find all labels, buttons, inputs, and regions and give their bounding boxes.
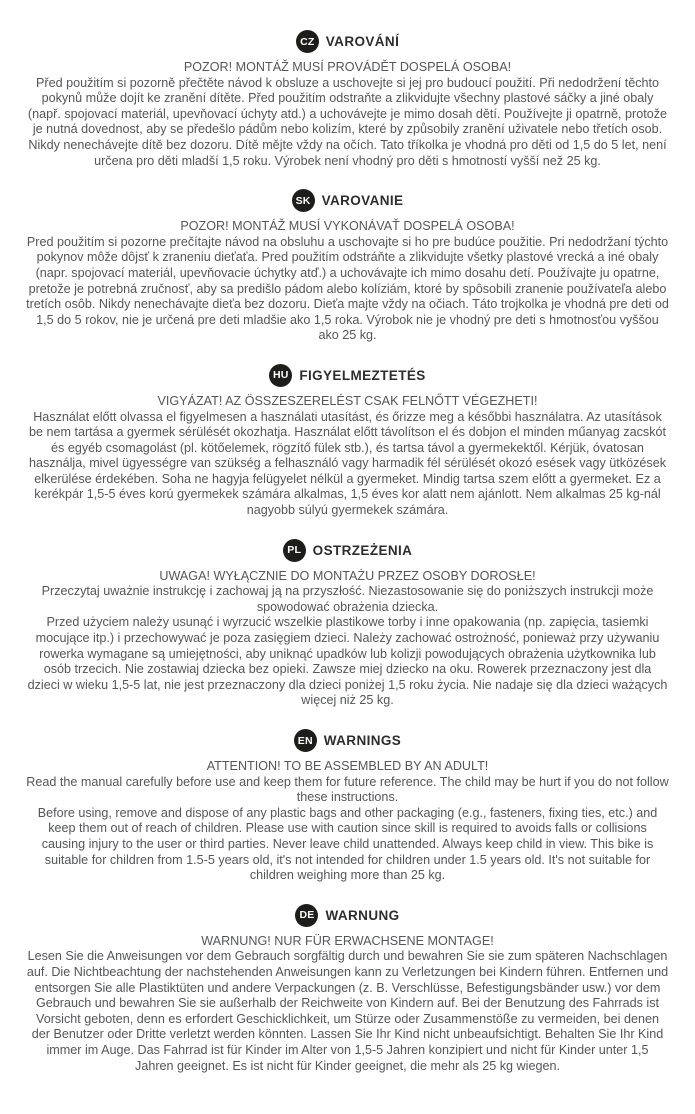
- section-paragraph: Przeczytaj uważnie instrukcję i zachowaj ją na przyszłość. Niezastosowanie się do poniższych instrukcji może spowodować obrażenia dziecka.: [41, 584, 654, 614]
- section-paragraph: Pred použitím si pozorne prečítajte návod na obsluhu a uschovajte si ho pre budúce použitie. Pri nedodržaní týchto pokynov môže dôjsť k zraneniu dieťaťa. Pred použitím odstráňte a zlikvidujte všetky plastové vrecká a iné obaly (napr. spojovací materiál, upevňovacie úchytky atď.) a uchovávajte ich mimo dosahu detí. Používajte ju opatrne, pretože je potrebná zručnosť, aby sa predišlo pádom alebo kolíziám, ktoré by spôsobili zranenie používateľa alebo tretích osôb. Nikdy nenechávajte dieťa bez dozoru. Dieťa majte vždy na očiach. Táto trojkolka je vhodná pre deti od 1,5 do 5 rokov, nie je určená pre deti mladšie ako 1,5 roka. Výrobok nie je vhodný pre deti s hmotnosťou vyššou ako 25 kg.: [26, 234, 669, 343]
- language-badge-pl: PL: [283, 539, 306, 562]
- section-title-en: ATTENTION! TO BE ASSEMBLED BY AN ADULT!: [206, 759, 489, 773]
- section-heading-hu: FIGYELMEZTETÉS: [299, 367, 426, 383]
- section-paragraph: Przed użyciem należy usunąć i wyrzucić wszelkie plastikowe torby i inne opakowania (np. zapięcia, tasiemki mocujące itp.) i przechowywać je poza zasięgiem dzieci. Należy zachować ostrożność, ponieważ przy używaniu rowerka wymagane są umiejętności, aby uniknąć upadków lub kolizji powodujących obrażenia użytkownika lub osób trzecich. Nie zostawiaj dziecka bez opieki. Zawsze miej dziecko na oku. Rowerek przeznaczony jest dla dzieci w wieku 1,5-5 lat, nie jest przeznaczony dla dzieci poniżej 1,5 roku życia. Nie nadaje się dla dzieci ważących więcej niż 25 kg.: [27, 615, 668, 708]
- section-header-hu: [26, 364, 669, 387]
- language-badge-hu: HU: [269, 364, 292, 387]
- section-title-de: WARNUNG! NUR FÜR ERWACHSENE MONTAGE!: [201, 933, 494, 948]
- section-heading-sk: VAROVANIE: [321, 193, 404, 209]
- section-heading-pl: OSTRZEŻENIA: [312, 542, 413, 558]
- section-heading-de: WARNUNG: [325, 907, 400, 923]
- section-heading-en: WARNINGS: [323, 733, 402, 748]
- section-header-en: [26, 729, 669, 752]
- section-paragraph: Před použitím si pozorně přečtěte návod k obsluze a uschovejte si jej pro budoucí použití. Při nedodržení těchto pokynů může dojít ke zranění dítěte. Před použitím odstraňte a zlikvidujte všechny plastové sáčky a jiné obaly (např. spojovací materiál, upevňovací úchyty atd.) a uchovávejte je mimo dosah dětí. Používejte ji opatrně, protože je nutná dovednost, aby se předešlo pádům nebo kolizím, které by způsobily zranění uživatele nebo třetích osob. Nikdy nenechávejte dítě bez dozoru. Dítě mějte vždy na očích. Tato tříkolka je vhodná pro děti od 1,5 do 5 let, není určena pro děti mladší 1,5 roku. Výrobek není vhodný pro děti s hmotností vyšší než 25 kg.: [27, 75, 668, 168]
- section-title-pl: UWAGA! WYŁĄCZNIE DO MONTAŻU PRZEZ OSOBY DOROSŁE!: [159, 568, 536, 583]
- section-paragraph: Lesen Sie die Anweisungen vor dem Gebrauch sorgfältig durch und bewahren Sie sie zum späteren Nachschlagen auf. Die Nichtbeachtung der nachstehenden Anweisungen kann zu Verletzungen bei Kindern führen. Entfernen und entsorgen Sie alle Plastiktüten und andere Verpackungen (z. B. Verschlüsse, Befestigungsbänder usw.) vor dem Gebrauch und bewahren Sie sie außerhalb der Reichweite von Kindern auf. Bei der Benutzung des Fahrrads ist Vorsicht geboten, denn es erfordert Geschicklichkeit, um Stürze oder Zusammenstöße zu vermeiden, bei denen der Benutzer oder Dritte verletzt werden könnten. Lassen Sie Ihr Kind nicht unbeaufsichtigt. Behalten Sie Ihr Kind immer im Auge. Das Fahrrad ist für Kinder im Alter von 1,5-5 Jahren konzipiert und nicht für Kinder unter 1,5 Jahren geeignet. Es ist nicht für Kinder geeignet, die mehr als 25 kg wiegen.: [26, 949, 669, 1073]
- language-badge-en: EN: [294, 729, 317, 752]
- warning-section-de: [26, 904, 669, 1074]
- language-badge-sk: SK: [292, 189, 315, 212]
- section-heading-cz: VAROVÁNÍ: [325, 34, 400, 49]
- section-header-de: [26, 904, 669, 927]
- section-paragraph: Használat előtt olvassa el figyelmesen a használati utasítást, és őrizze meg a későbbi használatra. Az utasítások be nem tartása a gyermek sérülését okozhatja. Használat előtt távolítson el és dobjon el minden műanyag zacskót és egyéb csomagolást (pl. kötőelemek, rögzítő fülek stb.), és tartsa távol a gyermekektől. Kérjük, óvatosan használja, mivel ügyességre van szükség a felhasználó vagy harmadik fél sérülését okozó esések vagy ütközések elkerülése érdekében. Soha ne hagyja felügyelet nélkül a gyermeket. Mindig tartsa szem előtt a gyermeket. Ez a kerékpár 1,5-5 éves korú gyermekek számára alkalmas, 1,5 éves kor alatt nem ajánlott. Nem alkalmas 25 kg-nál nagyobb súlyú gyermekek számára.: [28, 409, 667, 518]
- section-header-pl: [26, 539, 669, 562]
- warning-section-en: [26, 729, 669, 884]
- warning-section-cz: [26, 30, 669, 169]
- section-title-hu: VIGYÁZAT! AZ ÖSSZESZERELÉST CSAK FELNŐTT VÉGEZHETI!: [157, 393, 538, 408]
- section-header-cz: [26, 30, 669, 53]
- section-paragraph: Read the manual carefully before use and keep them for future reference. The child may be hurt if you do not follow these instructions.: [26, 774, 669, 805]
- section-paragraph: Before using, remove and dispose of any plastic bags and other packaging (e.g., fasteners, fixing ties, etc.) and keep them out of reach of children. Please use with caution since skill is required to avoids falls or collisions causing injury to the user or third parties. Never leave child unattended. Always keep child in view. This bike is suitable for children from 1.5-5 years old, it's not intended for children under 1.5 years old. It's not suitable for children weighing more than 25 kg.: [37, 805, 658, 883]
- warning-section-hu: [26, 364, 669, 519]
- warning-section-pl: [26, 539, 669, 709]
- section-title-sk: POZOR! MONTÁŽ MUSÍ VYKONÁVAŤ DOSPELÁ OSOBA!: [180, 219, 515, 234]
- language-badge-cz: CZ: [296, 30, 319, 53]
- section-title-cz: POZOR! MONTÁŽ MUSÍ PROVÁDĚT DOSPELÁ OSOBA!: [183, 60, 512, 74]
- warning-section-sk: [26, 189, 669, 344]
- section-header-sk: [26, 189, 669, 212]
- language-badge-de: DE: [295, 904, 318, 927]
